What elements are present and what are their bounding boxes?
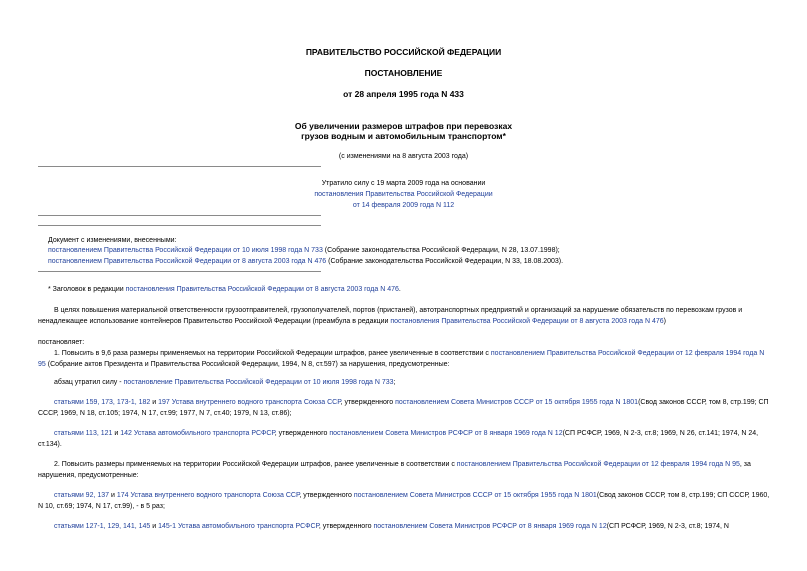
para-text: (Собрание актов Президента и Правительства Российской Федерации, 1994, N 8, ст.597) за нарушения, предусмотренные: [45, 361, 450, 368]
document-date-number: от 28 апреля 1995 года N 433 [343, 89, 464, 99]
footnote-prefix: * Заголовок в редакции [48, 286, 126, 293]
para-link[interactable]: постановлением Совета Министров СССР от 15 октября 1955 года N 1801 [395, 399, 639, 406]
para-text: , за нарушения, предусмотренные: [38, 461, 751, 479]
change-decree-link[interactable]: постановлением Правительства Российской Федерации от 8 августа 2003 года N 476 [48, 258, 327, 265]
para-text: (Свод законов СССР, том 8, стр.199; СП СССР, 1960, N 10, ст.69; 1974, N 17, ст.99), - в 5 раз; [38, 492, 770, 510]
footnote-link[interactable]: постановления Правительства Российской Федерации от 8 августа 2003 года N 476 [125, 286, 399, 293]
paragraph-1c [38, 428, 770, 450]
changes-intro: Документ с изменениями, внесенными: [48, 237, 177, 244]
changes-item [48, 257, 768, 267]
divider [38, 225, 321, 226]
document-title-line1: Об увеличении размеров штрафов при перевозках [294, 121, 513, 131]
para-text: и [150, 399, 159, 406]
divider [38, 166, 321, 167]
preamble-suffix: ) [663, 318, 666, 325]
para-link[interactable]: 142 Устава автомобильного транспорта РСФСР [120, 430, 275, 437]
para-text: и [150, 523, 159, 530]
para-link[interactable]: 197 Устава внутреннего водного транспорта Союза ССР [158, 399, 341, 406]
government-title: ПРАВИТЕЛЬСТВО РОССИЙСКОЙ ФЕДЕРАЦИИ [305, 47, 502, 57]
para-text: 1. Повысить в 9,6 раза размеры применяемых на территории Российской Федерации штрафов, ранее увеличенные в соответствии с [54, 350, 491, 357]
document-title-line2: грузов водным и автомобильным транспортом* [301, 131, 506, 141]
para-link[interactable]: постановлением Совета Министров РСФСР от 8 января 1969 года N 12 [329, 430, 563, 437]
para-link[interactable]: 145-1 Устава автомобильного транспорта РСФСР [158, 523, 319, 530]
document-type: ПОСТАНОВЛЕНИЕ [364, 68, 443, 78]
para-text: (Свод законов СССР, том 8, стр.199; СП СССР, 1969, N 18, ст.105; 1974, N 17, ст.99; 1977, N 7, ст.40; 1979, N 13, ст.86); [38, 399, 769, 417]
expired-line: Утратило силу с 19 марта 2009 года на основании [321, 180, 486, 187]
change-source: (Собрание законодательства Российской Федерации, N 33, 18.08.2003). [326, 258, 564, 265]
expired-link-wrap-2 [0, 201, 807, 211]
change-decree-link[interactable]: постановлением Правительства Российской Федерации от 10 июля 1998 года N 733 [48, 247, 323, 254]
preamble-text: В целях повышения материальной ответственности грузоотправителей, грузополучателей, портов (пристаней), автотранспортных предприятий и организаций за нарушение обязательств по перевозкам грузов и ненадлежащее использование контейнеров Правительство Российской Федерации (преамбула в редакции [38, 307, 743, 325]
para-link[interactable]: 174 Устава внутреннего водного транспорта Союза ССР [116, 492, 300, 499]
para-text: , утвержденного [340, 399, 396, 406]
para-link[interactable]: постановление Правительства Российской Федерации от 10 июля 1998 года N 733 [123, 379, 394, 386]
expired-decree-link[interactable]: постановления Правительства Российской Федерации [314, 191, 493, 198]
para-link[interactable]: статьями 113, 121 [54, 430, 113, 437]
para-link[interactable]: постановлением Правительства Российской Федерации от 12 февраля 1994 года N 95 [38, 350, 765, 368]
expired-decree-date-link[interactable]: от 14 февраля 2009 года N 112 [352, 202, 455, 209]
para-link[interactable]: постановлением Совета Министров СССР от 15 октября 1955 года N 1801 [353, 492, 597, 499]
decree-word: постановляет: [38, 339, 85, 346]
para-text: абзац утратил силу - [54, 379, 124, 386]
paragraph-1b [38, 397, 770, 419]
para-text: 2. Повысить размеры применяемых на территории Российской Федерации штрафов, ранее увеличенные в соответствии с [54, 461, 457, 468]
paragraph-2 [38, 459, 770, 481]
paragraph-1a [54, 377, 770, 388]
divider [38, 215, 321, 216]
para-link[interactable]: статьями 92, 137 [54, 492, 110, 499]
para-text: (СП РСФСР, 1969, N 2-3, ст.8; 1974, N [606, 523, 729, 530]
para-text: ; [393, 379, 396, 386]
expired-link-wrap [0, 190, 807, 200]
paragraph-2b [38, 521, 770, 532]
preamble-link[interactable]: постановления Правительства Российской Федерации от 8 августа 2003 года N 476 [390, 318, 664, 325]
change-source: (Собрание законодательства Российской Федерации, N 28, 13.07.1998); [322, 247, 560, 254]
para-text: и [112, 430, 121, 437]
changes-item [48, 246, 768, 256]
para-link[interactable]: статьями 127-1, 129, 141, 145 [54, 523, 151, 530]
paragraph-2a [38, 490, 770, 512]
para-text: , утвержденного [318, 523, 374, 530]
para-link[interactable]: постановлением Совета Министров РСФСР от 8 января 1969 года N 12 [373, 523, 607, 530]
revision-note: (с изменениями на 8 августа 2003 года) [338, 153, 469, 160]
preamble [38, 305, 770, 327]
divider [38, 271, 321, 272]
paragraph-1 [38, 348, 770, 370]
para-link[interactable]: постановлением Правительства Российской Федерации от 12 февраля 1994 года N 95 [456, 461, 740, 468]
para-link[interactable]: статьями 159, 173, 173-1, 182 [54, 399, 151, 406]
para-text: (СП РСФСР, 1969, N 2-3, ст.8; 1969, N 26, ст.141; 1974, N 24, ст.134). [38, 430, 759, 448]
para-text: и [109, 492, 117, 499]
footnote-suffix: . [398, 286, 401, 293]
para-text: , утвержденного [274, 430, 330, 437]
para-text: , утвержденного [299, 492, 354, 499]
footnote [48, 285, 768, 295]
